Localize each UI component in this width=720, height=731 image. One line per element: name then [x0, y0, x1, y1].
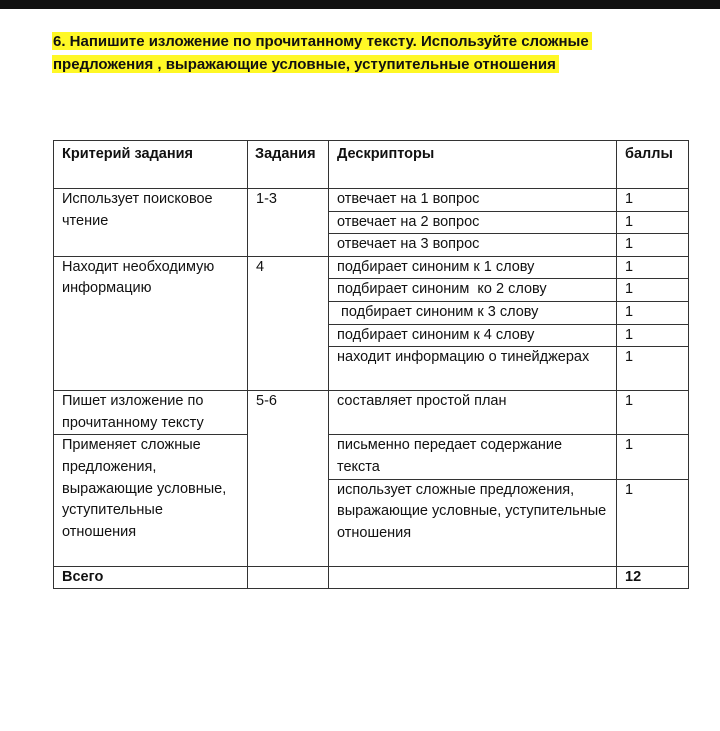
- criterion-cell: Находит необходимую информацию: [54, 256, 248, 390]
- total-label: Всего: [54, 566, 248, 589]
- header-points: баллы: [617, 141, 689, 189]
- descriptor-cell: подбирает синоним ко 2 слову: [329, 279, 617, 302]
- points-cell: 1: [617, 391, 689, 435]
- total-points: 12: [617, 566, 689, 589]
- task-heading-text: 6. Напишите изложение по прочитанному тексту. Используйте сложные предложения , выражающие условные, уступительные отношения: [52, 32, 592, 73]
- header-criterion: Критерий задания: [54, 141, 248, 189]
- header-tasks: Задания: [248, 141, 329, 189]
- table-row: [54, 189, 689, 212]
- points-cell: 1: [617, 234, 689, 257]
- total-empty-cell: [248, 566, 329, 589]
- top-bar: [0, 0, 720, 9]
- descriptor-cell: подбирает синоним к 1 слову: [329, 256, 617, 279]
- points-cell: 1: [617, 347, 689, 391]
- header-row: [54, 141, 689, 189]
- criterion-cell: Использует поисковое чтение: [54, 189, 248, 257]
- descriptor-cell: подбирает синоним к 3 слову: [329, 301, 617, 324]
- points-cell: 1: [617, 479, 689, 566]
- header-descriptors: Дескрипторы: [329, 141, 617, 189]
- points-cell: 1: [617, 256, 689, 279]
- task-heading: [52, 30, 652, 76]
- descriptor-cell: письменно передает содержание текста: [329, 435, 617, 479]
- descriptor-cell: составляет простой план: [329, 391, 617, 435]
- points-cell: 1: [617, 211, 689, 234]
- table-row: [54, 391, 689, 435]
- descriptor-cell: отвечает на 1 вопрос: [329, 189, 617, 212]
- criterion-cell: Пишет изложение по прочитанному тексту: [54, 391, 248, 435]
- tasks-cell: 4: [248, 256, 329, 390]
- points-cell: 1: [617, 189, 689, 212]
- points-cell: 1: [617, 435, 689, 479]
- rubric-table: [53, 140, 689, 589]
- descriptor-cell: использует сложные предложения, выражающие условные, уступительные отношения: [329, 479, 617, 566]
- points-cell: 1: [617, 279, 689, 302]
- tasks-cell: 1-3: [248, 189, 329, 257]
- criterion-cell: Применяет сложные предложения, выражающие условные, уступительные отношения: [54, 435, 248, 566]
- table-row: [54, 435, 689, 479]
- points-cell: 1: [617, 324, 689, 347]
- table-row: [54, 256, 689, 279]
- descriptor-cell: отвечает на 2 вопрос: [329, 211, 617, 234]
- tasks-cell: 5-6: [248, 391, 329, 566]
- total-row: [54, 566, 689, 589]
- descriptor-cell: отвечает на 3 вопрос: [329, 234, 617, 257]
- points-cell: 1: [617, 301, 689, 324]
- descriptor-cell: находит информацию о тинейджерах: [329, 347, 617, 391]
- descriptor-cell: подбирает синоним к 4 слову: [329, 324, 617, 347]
- total-empty-cell: [329, 566, 617, 589]
